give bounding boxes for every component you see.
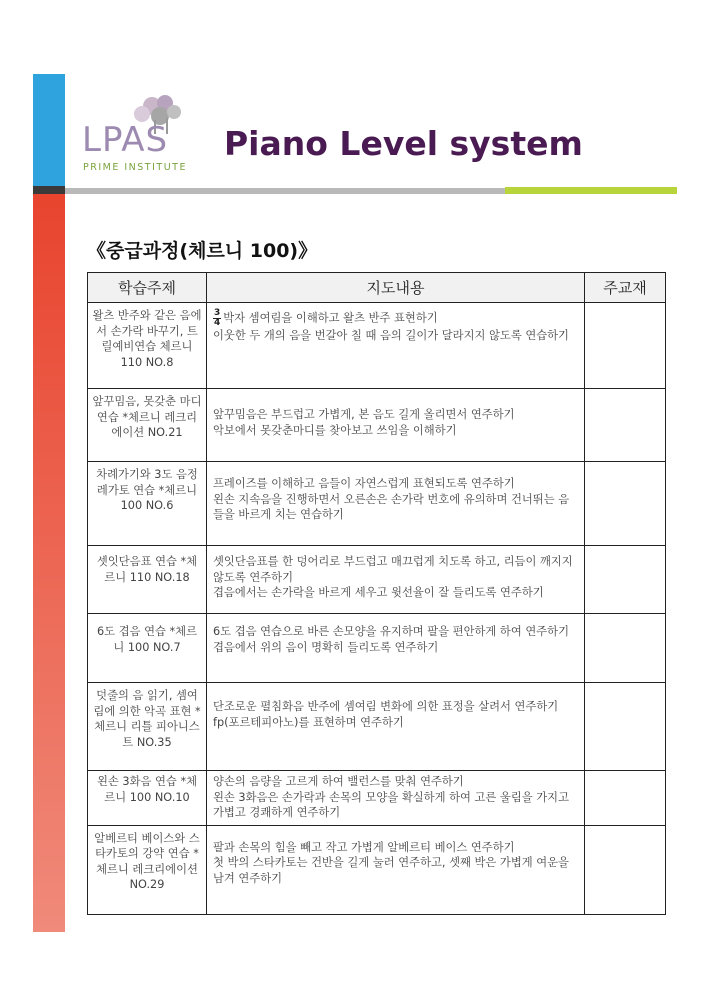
topic-cell: 왈츠 반주와 같은 음에서 손가락 바꾸기, 트릴예비연습 체르니 110 NO.8	[88, 303, 207, 389]
topic-cell: 셋잇단음표 연습 *체르니 110 NO.18	[88, 546, 207, 614]
content-cell	[207, 825, 585, 914]
content-line: 프레이즈를 이해하고 음들이 자연스럽게 표현되도록 연주하기	[213, 477, 515, 490]
table-header-row	[88, 273, 666, 303]
logo-text: LPAS	[82, 120, 169, 160]
header-content: 지도내용	[207, 273, 585, 303]
content-cell	[207, 614, 585, 683]
table-row	[88, 389, 666, 462]
material-cell	[585, 546, 666, 614]
table-row	[88, 303, 666, 389]
content-line: 단조로운 펼침화음 반주에 셈여림 변화에 의한 표정을 살려서 연주하기	[213, 700, 559, 713]
time-signature-numerator: 3	[214, 308, 221, 318]
header-divider-green	[505, 187, 677, 194]
logo-subtitle: PRIME INSTITUTE	[83, 162, 187, 173]
material-cell	[585, 683, 666, 771]
header-topic: 학습주제	[88, 273, 207, 303]
material-cell	[585, 389, 666, 462]
table-row	[88, 462, 666, 546]
time-signature-denominator: 4	[214, 318, 221, 328]
table-row	[88, 546, 666, 614]
content-line: 앞꾸밈음은 부드럽고 가볍게, 본 음도 길게 올리면서 연주하기	[213, 408, 515, 421]
content-line: 겹음에서 위의 음이 명확히 들리도록 연주하기	[213, 640, 439, 654]
time-signature	[213, 309, 221, 328]
header-divider-grey	[65, 188, 505, 194]
header-material: 주교재	[585, 273, 666, 303]
table-row	[88, 614, 666, 683]
content-text: 박자 셈여림을 이해하고 왈츠 반주 표현하기	[223, 311, 438, 325]
content-cell	[207, 462, 585, 546]
content-line: 팔과 손목의 힘을 빼고 작고 가볍게 알베르티 베이스 연주하기	[213, 840, 515, 854]
content-line: fp(포르테피아노)를 표현하며 연주하기	[213, 715, 404, 729]
content-line: 양손의 음량을 고르게 하여 밸런스를 맞춰 연주하기	[213, 775, 464, 788]
table-row	[88, 771, 666, 826]
table-row	[88, 683, 666, 771]
content-line: 악보에서 못갖춘마디를 찾아보고 쓰임을 이해하기	[213, 423, 457, 437]
material-cell	[585, 825, 666, 914]
content-line	[213, 309, 580, 328]
topic-cell: 왼손 3화음 연습 *체르니 100 NO.10	[88, 771, 207, 826]
content-cell	[207, 389, 585, 462]
accent-bar-dark	[33, 186, 65, 194]
content-line: 겹음에서는 손가락을 바르게 세우고 윗선율이 잘 들리도록 연주하기	[213, 586, 544, 599]
content-line: 이웃한 두 개의 음을 번갈아 칠 때 음의 길이가 달라지지 않도록 연습하기	[213, 329, 569, 342]
content-cell	[207, 771, 585, 826]
material-cell	[585, 303, 666, 389]
content-line: 첫 박의 스타카토는 건반을 길게 눌러 연주하고, 셋째 박은 가볍게 여운을 남겨 연주하기	[213, 856, 569, 885]
material-cell	[585, 462, 666, 546]
table-row	[88, 825, 666, 914]
topic-cell: 앞꾸밈음, 못갖춘 마디 연습 *체르니 레크리에이션 NO.21	[88, 389, 207, 462]
material-cell	[585, 771, 666, 826]
section-title: 《중급과정(체르니 100)》	[87, 240, 318, 262]
content-line: 셋잇단음표를 한 덩어리로 부드럽고 매끄럽게 치도록 하고, 리듬이 깨지지 않도록 연주하기	[213, 555, 573, 584]
topic-cell: 덧줄의 음 읽기, 셈여림에 의한 악곡 표현 *체르니 리틀 피아니스트 NO.35	[88, 683, 207, 771]
accent-bar-red	[33, 194, 65, 932]
topic-cell: 차례가기와 3도 음정 레가토 연습 *체르니 100 NO.6	[88, 462, 207, 546]
content-line: 왼손 3화음은 손가락과 손목의 모양을 확실하게 하여 고른 울림을 가지고 가볍고 경쾌하게 연주하기	[213, 790, 569, 819]
content-cell	[207, 683, 585, 771]
topic-cell: 알베르티 베이스와 스타카토의 강약 연습 *체르니 레크리에이션 NO.29	[88, 825, 207, 914]
material-cell	[585, 614, 666, 683]
content-line: 6도 겹음 연습으로 바른 손모양을 유지하며 팔을 편안하게 하여 연주하기	[213, 625, 569, 638]
topic-cell: 6도 겹음 연습 *체르니 100 NO.7	[88, 614, 207, 683]
curriculum-table	[87, 272, 666, 915]
content-cell	[207, 303, 585, 389]
accent-bar-blue	[33, 74, 65, 186]
page-title: Piano Level system	[224, 124, 583, 163]
content-line: 왼손 지속음을 진행하면서 오른손은 손가락 번호에 유의하며 건너뛰는 음들을 바르게 치는 연습하기	[213, 492, 570, 521]
content-cell	[207, 546, 585, 614]
